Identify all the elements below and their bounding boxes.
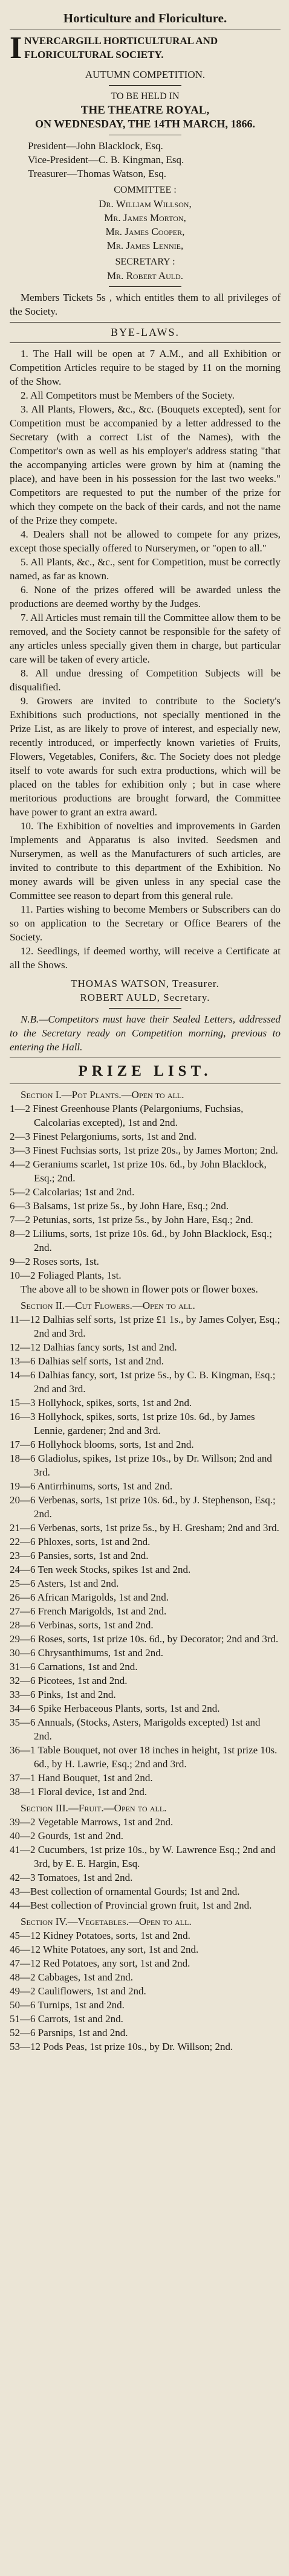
prize-item: 18—6 Gladiolus, spikes, 1st prize 10s., by Dr. Willson; 2nd and 3rd. bbox=[10, 1453, 272, 1478]
prize-item: 40—2 Gourds, 1st and 2nd. bbox=[10, 1830, 123, 1842]
prize-item: 45—12 Kidney Potatoes, sorts, 1st and 2nd. bbox=[10, 1930, 190, 1941]
society-name-line2: FLORICULTURAL SOCIETY. bbox=[24, 49, 164, 60]
nb-note: N.B.—Competitors must have their Sealed Letters, addressed to the Secretary ready on Competition morning, previous to entering the Hall. bbox=[10, 1013, 281, 1053]
committee-member: Mr. James Morton, bbox=[104, 212, 186, 223]
committee-member: Mr. James Cooper, bbox=[105, 226, 185, 237]
prize-item: 17—6 Hollyhock blooms, sorts, 1st and 2nd. bbox=[10, 1439, 194, 1450]
bylaw-item: 2. All Competitors must be Members of the Society. bbox=[21, 390, 235, 401]
venue: THE THEATRE ROYAL, bbox=[80, 104, 210, 117]
society-name bbox=[10, 31, 281, 65]
prize-item: 14—6 Dalhias fancy, sort, 1st prize 5s., by C. B. Kingman, Esq.; 2nd and 3rd. bbox=[10, 1369, 276, 1395]
prize-item: 53—12 Pods Peas, 1st prize 10s., by Dr. Willson; 2nd. bbox=[10, 2041, 233, 2052]
committee-label: COMMITTEE : bbox=[114, 185, 177, 195]
secretary-name: Mr. Robert Auld. bbox=[106, 270, 184, 281]
bylaw-item: 4. Dealers shall not be allowed to compete for any prizes, except those specially offered to Nurserymen, or "open to all." bbox=[10, 528, 281, 554]
prize-item: 6—3 Balsams, 1st prize 5s., by John Hare, Esq.; 2nd. bbox=[10, 1200, 229, 1212]
prize-item: 48—2 Cabbages, 1st and 2nd. bbox=[10, 1971, 133, 1983]
prize-item: 13—6 Dalhias self sorts, 1st and 2nd. bbox=[10, 1355, 164, 1367]
prize-item: 4—2 Geraniums scarlet, 1st prize 10s. 6d., by John Blacklock, Esq.; 2nd. bbox=[10, 1158, 267, 1184]
prize-item: 2—3 Finest Pelargoniums, sorts, 1st and 2nd. bbox=[10, 1131, 196, 1142]
divider bbox=[10, 322, 281, 323]
prize-item: 7—2 Petunias, sorts, 1st prize 5s., by John Hare, Esq.; 2nd. bbox=[10, 1214, 253, 1225]
vice-president: Vice-President—C. B. Kingman, Esq. bbox=[28, 154, 184, 165]
treasurer: Treasurer—Thomas Watson, Esq. bbox=[28, 168, 167, 179]
bylaw-item: 10. The Exhibition of novelties and improvements in Garden Implements and Apparatus is also invited. Seedsmen and Nurserymen, as well as the Manufacturers of such articles, are invited to contribute to this department of the Exhibition. No money awards will be given unless in any special case the Committee see reason to depart from this general rule. bbox=[10, 820, 281, 901]
dropcap: I bbox=[10, 31, 22, 65]
bylaw-item: 7. All Articles must remain till the Committee allow them to be removed, and the Society cannot be responsible for the safety of any articles unless specially given them in charge, but particular care will be taken of every article. bbox=[10, 612, 281, 665]
bylaw-item: 5. All Plants, &c., &c., sent for Competition, must be correctly named, as far as known. bbox=[10, 556, 281, 582]
prize-item: 38—1 Floral device, 1st and 2nd. bbox=[10, 1786, 148, 1797]
bylaws-list bbox=[10, 347, 281, 972]
prize-item: 30—6 Chrysanthimums, 1st and 2nd. bbox=[10, 1647, 164, 1659]
prize-item: 41—2 Cucumbers, 1st prize 10s., by W. Lawrence Esq.; 2nd and 3rd, by E. E. Hargin, Esq. bbox=[10, 1844, 276, 1869]
prize-item: 16—3 Hollyhock, spikes, sorts, 1st prize 10s. 6d., by James Lennie, gardener; 2nd and 3rd. bbox=[10, 1411, 255, 1436]
page-heading: Horticulture and Floriculture. bbox=[63, 11, 227, 25]
society-header bbox=[10, 31, 281, 318]
prize-section bbox=[10, 1088, 281, 1296]
prize-item: 37—1 Hand Bouquet, 1st and 2nd. bbox=[10, 1772, 153, 1784]
bylaw-item: 3. All Plants, Flowers, &c., &c. (Bouquets excepted), sent for Competition must be accompanied by a letter addressed to the Secretary (with a correct List of the Names), with the Competitor's own as well as his employer's address stating "that the accompanying articles were grown by him at (naming the place), and have been in his possession for the last two weeks." Competitors are requested to put the number of the prize for which they compete on the back of their cards, and not the name of the Prize they compete. bbox=[10, 403, 281, 526]
prize-item: 43—Best collection of ornamental Gourds; 1st and 2nd. bbox=[10, 1886, 240, 1897]
prize-item: 36—1 Table Bouquet, not over 18 inches in height, 1st prize 10s. 6d., by H. Lawrie, Esq.; 2nd and 3rd. bbox=[10, 1744, 278, 1770]
prize-section bbox=[10, 1801, 281, 1912]
bylaw-item: 11. Parties wishing to become Members or Subscribers can do so on application to the Secretary or Office Bearers of the Society. bbox=[10, 904, 281, 943]
prize-item: 12—12 Dalhias fancy sorts, 1st and 2nd. bbox=[10, 1341, 177, 1353]
prize-list-title: PRIZE LIST. bbox=[78, 1063, 212, 1079]
prize-item: 33—6 Pinks, 1st and 2nd. bbox=[10, 1689, 116, 1700]
tickets-note: Members Tickets 5s , which entitles them to all privileges of the Society. bbox=[10, 292, 281, 317]
prize-item: 23—6 Pansies, sorts, 1st and 2nd. bbox=[10, 1550, 149, 1561]
prize-item: 19—6 Antirrhinums, sorts, 1st and 2nd. bbox=[10, 1480, 173, 1492]
section-title: Section IV.—Vegetables.—Open to all. bbox=[21, 1916, 192, 1927]
divider bbox=[10, 342, 281, 343]
secretary-label: SECRETARY : bbox=[115, 257, 175, 267]
section-note: The above all to be shown in flower pots or flower boxes. bbox=[21, 1283, 258, 1295]
prize-item: 47—12 Red Potatoes, any sort, 1st and 2nd. bbox=[10, 1958, 190, 1969]
prize-item: 1—2 Finest Greenhouse Plants (Pelargoniums, Fuchsias, Calcolarias excepted), 1st and 2nd. bbox=[10, 1103, 244, 1128]
prize-item: 9—2 Roses sorts, 1st. bbox=[10, 1256, 99, 1267]
bylaw-item: 6. None of the prizes offered will be awarded unless the productions are deemed worthy by the Judges. bbox=[10, 584, 281, 609]
section-title: Section I.—Pot Plants.—Open to all. bbox=[21, 1089, 184, 1100]
prize-item: 32—6 Picotees, 1st and 2nd. bbox=[10, 1675, 128, 1686]
prize-item: 46—12 White Potatoes, any sort, 1st and 2nd. bbox=[10, 1944, 199, 1955]
prize-item: 31—6 Carnations, 1st and 2nd. bbox=[10, 1661, 138, 1672]
prize-item: 26—6 African Marigolds, 1st and 2nd. bbox=[10, 1592, 169, 1603]
section-title: Section II.—Cut Flowers.—Open to all. bbox=[21, 1300, 195, 1311]
prize-item: 52—6 Parsnips, 1st and 2nd. bbox=[10, 2027, 128, 2038]
prize-item: 50—6 Turnips, 1st and 2nd. bbox=[10, 1999, 125, 2011]
divider bbox=[109, 1008, 181, 1009]
secretary-signature: ROBERT AULD, Secretary. bbox=[80, 992, 210, 1003]
prize-item: 8—2 Liliums, sorts, 1st prize 10s. 6d., by John Blacklock, Esq.; 2nd. bbox=[10, 1228, 272, 1253]
event-title: AUTUMN COMPETITION. bbox=[85, 69, 206, 80]
prize-item: 27—6 French Marigolds, 1st and 2nd. bbox=[10, 1605, 167, 1617]
prize-item: 28—6 Verbinas, sorts, 1st and 2nd. bbox=[10, 1619, 154, 1631]
prize-item: 24—6 Ten week Stocks, spikes 1st and 2nd. bbox=[10, 1564, 191, 1575]
prize-item: 11—12 Dalhias self sorts, 1st prize £1 1s., by James Colyer, Esq.; 2nd and 3rd. bbox=[10, 1314, 281, 1339]
committee-member: Mr. James Lennie, bbox=[106, 240, 184, 251]
prize-item: 44—Best collection of Provincial grown fruit, 1st and 2nd. bbox=[10, 1900, 252, 1911]
bylaw-item: 12. Seedlings, if deemed worthy, will receive a Certificate at all the Shows. bbox=[10, 945, 281, 971]
bylaw-item: 8. All undue dressing of Competition Subjects will be disqualified. bbox=[10, 667, 281, 693]
divider bbox=[109, 85, 181, 86]
committee-member: Dr. William Willson, bbox=[99, 198, 192, 210]
prize-section bbox=[10, 1915, 281, 2054]
bylaw-item: 1. The Hall will be open at 7 A.M., and all Exhibition or Competition Articles require to be staged by 11 on the morning of the Show. bbox=[10, 348, 281, 387]
president: President—John Blacklock, Esq. bbox=[28, 140, 163, 152]
section-title: Section III.—Fruit.—Open to all. bbox=[21, 1802, 167, 1814]
bylaws-title: BYE-LAWS. bbox=[110, 326, 180, 338]
society-name-line1: NVERCARGILL HORTICULTURAL AND bbox=[24, 35, 218, 47]
divider bbox=[109, 286, 181, 287]
prize-item: 22—6 Phloxes, sorts, 1st and 2nd. bbox=[10, 1536, 151, 1547]
prize-item: 42—3 Tomatoes, 1st and 2nd. bbox=[10, 1872, 133, 1883]
to-be-held: TO BE HELD IN bbox=[111, 91, 180, 101]
prize-item: 29—6 Roses, sorts, 1st prize 10s. 6d., by Decorator; 2nd and 3rd. bbox=[10, 1633, 279, 1645]
prize-item: 20—6 Verbenas, sorts, 1st prize 10s. 6d., by J. Stephenson, Esq.; 2nd. bbox=[10, 1494, 276, 1520]
prize-item: 5—2 Calcolarias; 1st and 2nd. bbox=[10, 1186, 135, 1198]
prize-item: 39—2 Vegetable Marrows, 1st and 2nd. bbox=[10, 1816, 174, 1828]
prize-item: 15—3 Hollyhock, spikes, sorts, 1st and 2nd. bbox=[10, 1397, 192, 1408]
prize-item: 51—6 Carrots, 1st and 2nd. bbox=[10, 2013, 123, 2025]
prize-item: 34—6 Spike Herbaceous Plants, sorts, 1st and 2nd. bbox=[10, 1703, 220, 1714]
prize-item: 35—6 Annuals, (Stocks, Asters, Marigolds excepted) 1st and 2nd. bbox=[10, 1717, 261, 1742]
bylaw-item: 9. Growers are invited to contribute to the Society's Exhibitions such productions, not specially mentioned in the Prize List, as are likely to prove of interest, and especially new, recently introduced, or imperfectly known varieties of Fruits, Flowers, Vegetables, Conifers, &c. The Society does not pledge itself to vote awards for such extra productions, which will be placed on the tables for exhibition only ; but in case where meritorious productions are brought forward, the Committee have power to grant an extra award. bbox=[10, 695, 281, 818]
event-date: ON WEDNESDAY, THE 14TH MARCH, 1866. bbox=[34, 118, 256, 130]
prize-item: 3—3 Finest Fuchsias sorts, 1st prize 20s., by James Morton; 2nd. bbox=[10, 1145, 278, 1156]
treasurer-signature: THOMAS WATSON, Treasurer. bbox=[71, 978, 219, 989]
prize-item: 21—6 Verbenas, sorts, 1st prize 5s., by H. Gresham; 2nd and 3rd. bbox=[10, 1522, 279, 1534]
prize-item: 49—2 Cauliflowers, 1st and 2nd. bbox=[10, 1985, 146, 1997]
prize-item: 10—2 Foliaged Plants, 1st. bbox=[10, 1270, 122, 1281]
prize-item: 25—6 Asters, 1st and 2nd. bbox=[10, 1578, 119, 1589]
prize-section bbox=[10, 1299, 281, 1799]
